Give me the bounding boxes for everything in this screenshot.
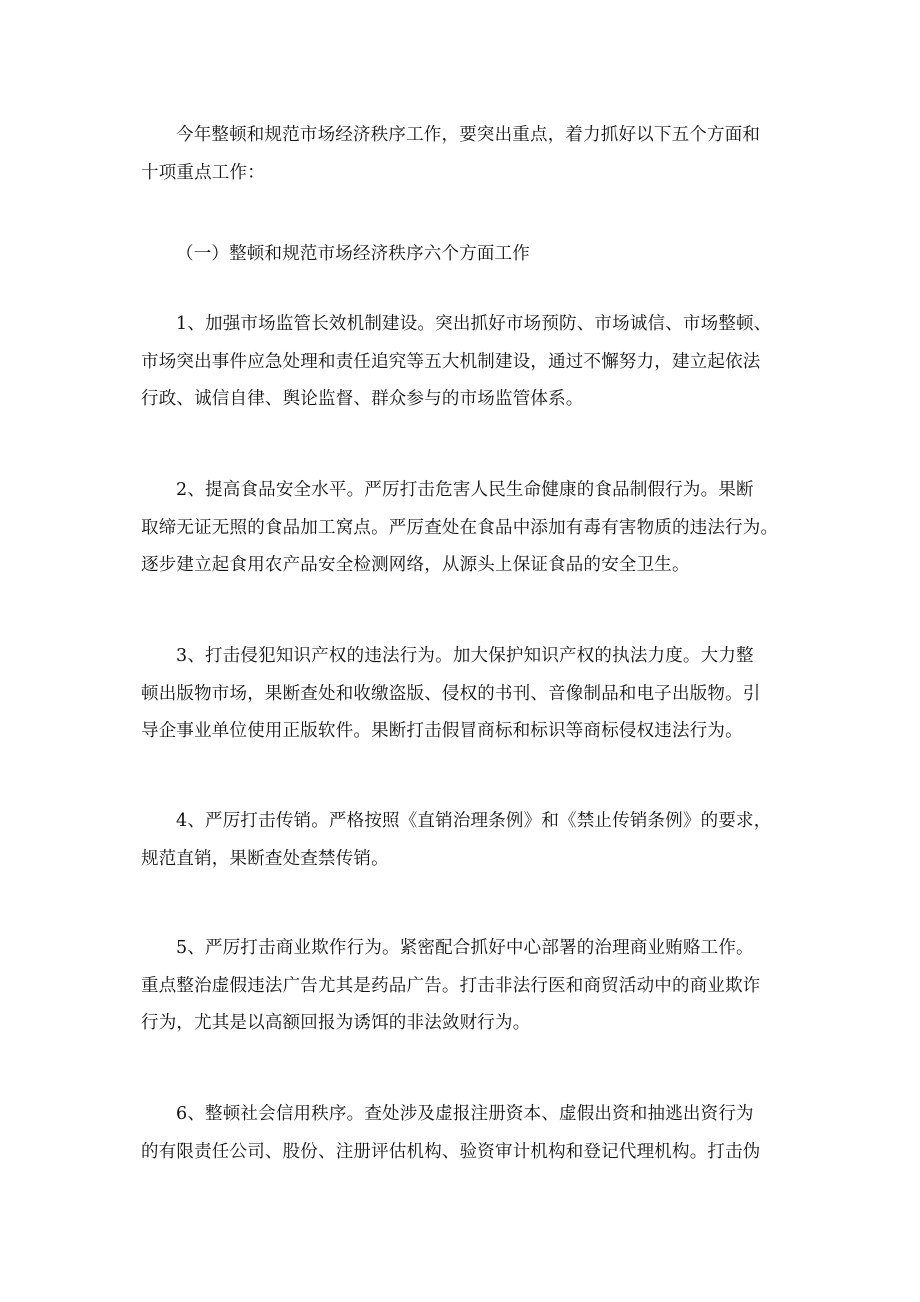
text-line: 6、整顿社会信用秩序。查处涉及虚报注册资本、虚假出资和抽逃出资行为	[176, 1104, 754, 1124]
text-line: 2、提高食品安全水平。严厉打击危害人民生命健康的食品制假行为。果断	[176, 480, 754, 500]
text-line: 规范直销，果断查处查禁传销。	[141, 848, 389, 869]
text-line: 取缔无证无照的食品加工窝点。严厉查处在食品中添加有毒有害物质的违法行为。	[141, 517, 779, 538]
text-line: 市场突出事件应急处理和责任追究等五大机制建设，通过不懈努力，建立起依法	[141, 351, 761, 372]
text-line: 3、打击侵犯知识产权的违法行为。加大保护知识产权的执法力度。大力整	[176, 646, 754, 666]
text-line: 十项重点工作：	[141, 162, 265, 183]
item-paragraph-5	[141, 930, 781, 1043]
intro-paragraph	[141, 117, 781, 192]
text-line: 行政、诚信自律、舆论监督、群众参与的市场监管体系。	[141, 389, 584, 409]
text-line: 导企事业单位使用正版软件。果断打击假冒商标和标识等商标侵权违法行为。	[141, 721, 743, 741]
item-paragraph-4	[141, 803, 781, 878]
item-paragraph-3	[141, 638, 781, 751]
item-paragraph-6	[141, 1096, 781, 1171]
section-heading: （一）整顿和规范市场经济秩序六个方面工作	[176, 244, 530, 264]
item-paragraph-2	[141, 472, 781, 585]
text-line: 5、严厉打击商业欺作行为。紧密配合抓好中心部署的治理商业贿赂工作。	[176, 938, 754, 958]
text-line: 4、严厉打击传销。严格按照《直销治理条例》和《禁止传销条例》的要求，	[176, 811, 772, 831]
text-line: 今年整顿和规范市场经济秩序工作，要突出重点，着力抓好以下五个方面和	[176, 125, 761, 145]
text-line: 1、加强市场监管长效机制建设。突出抓好市场预防、市场诚信、市场整顿、	[176, 314, 772, 334]
item-paragraph-1	[141, 306, 781, 419]
text-line: 顿出版物市场，果断查处和收缴盗版、侵权的书刊、音像制品和电子出版物。引	[141, 683, 761, 704]
text-line: 行为，尤其是以高额回报为诱饵的非法敛财行为。	[141, 1013, 531, 1033]
text-line: 的有限责任公司、股份、注册评估机构、验资审计机构和登记代理机构。打击伪	[141, 1141, 761, 1162]
text-line: 逐步建立起食用农产品安全检测网络，从源头上保证食品的安全卫生。	[141, 555, 690, 575]
text-line: 重点整治虚假违法广告尤其是药品广告。打击非法行医和商贸活动中的商业欺诈	[141, 975, 761, 996]
